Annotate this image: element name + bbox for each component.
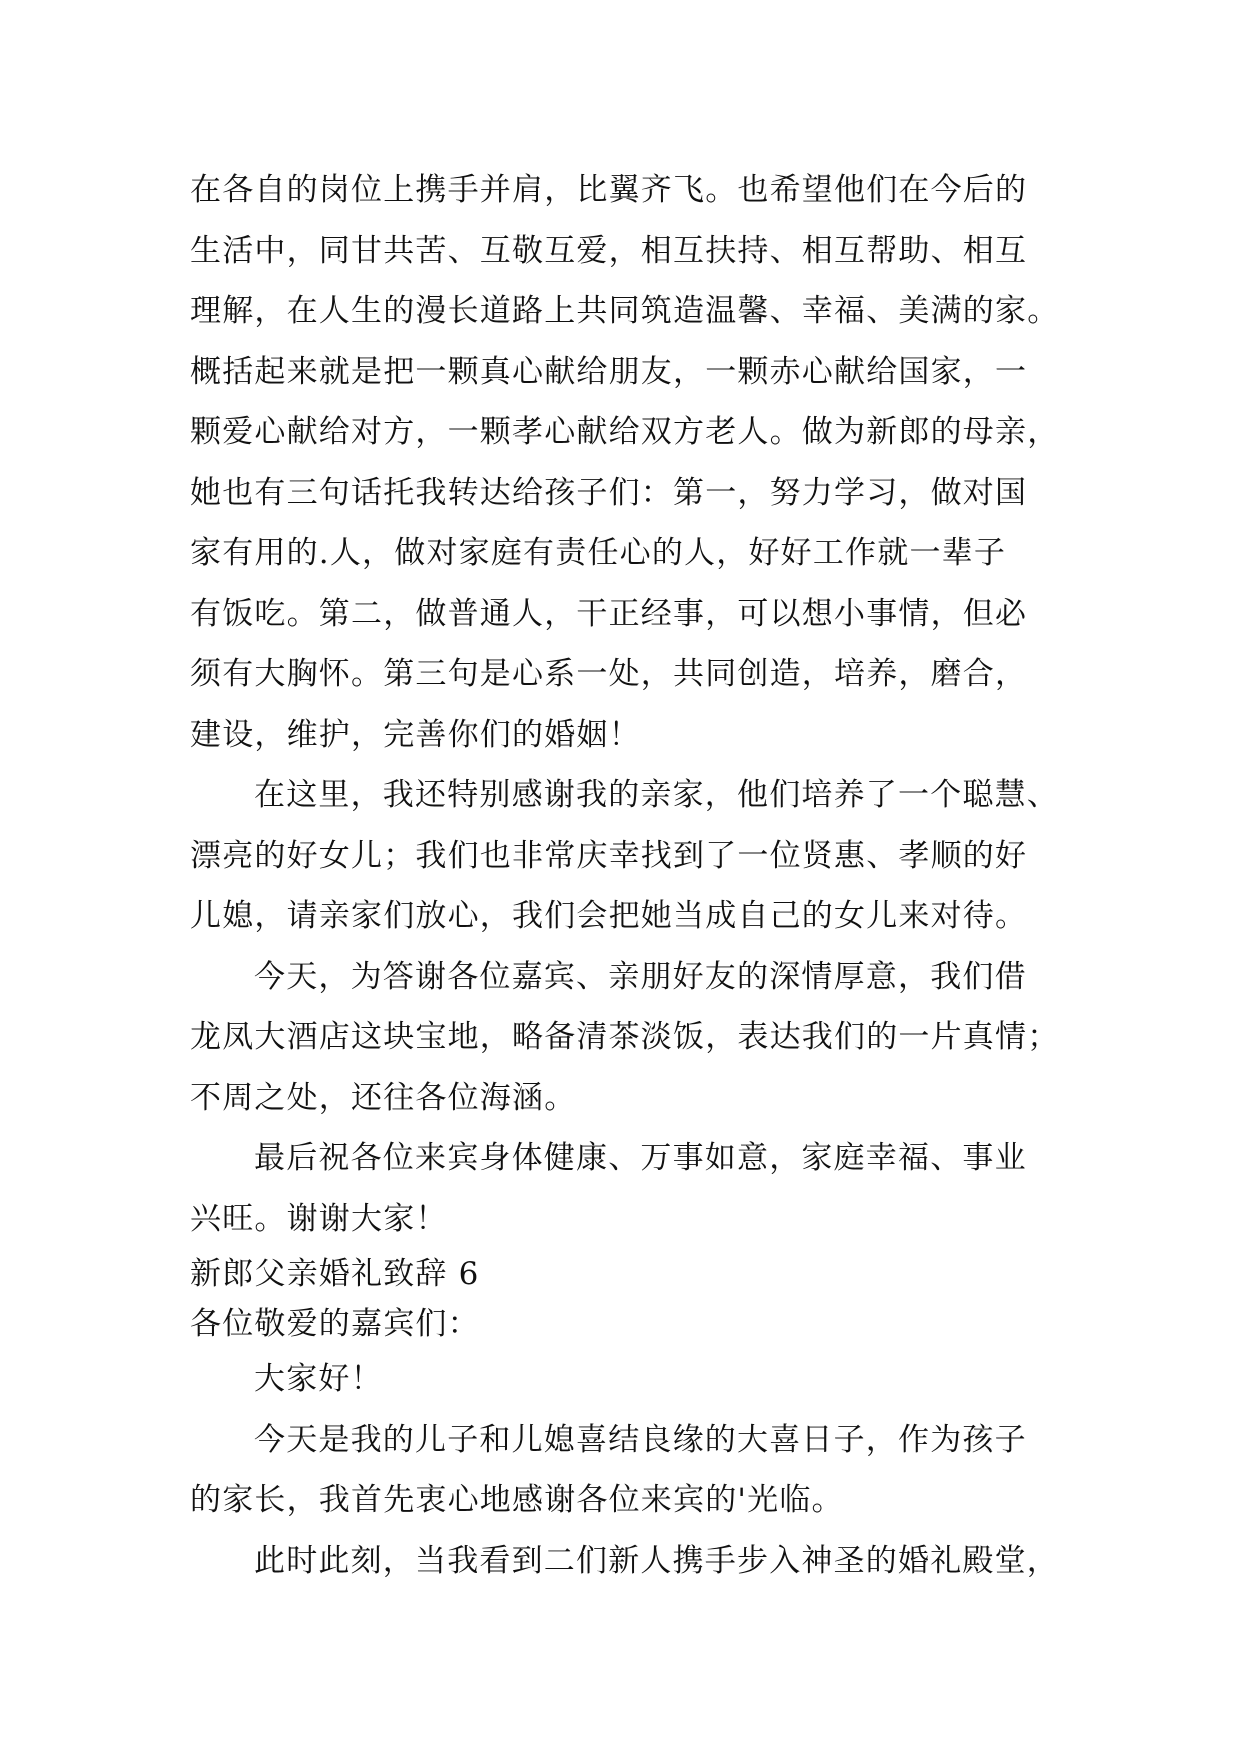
text-line: 在各自的岗位上携手并肩，比翼齐飞。也希望他们在今后的	[190, 172, 1028, 208]
paragraph-start-line: 今天是我的儿子和儿媳喜结良缘的大喜日子，作为孩子	[254, 1421, 1027, 1458]
text-line: 须有大胸怀。第三句是心系一处，共同创造，培养，磨合，	[190, 656, 1028, 692]
text-line: 她也有三句话托我转达给孩子们：第一，努力学习，做对国	[190, 474, 1028, 511]
text-line: 的家长，我首先衷心地感谢各位来宾的'光临。	[190, 1482, 844, 1518]
text-line: 龙凤大酒店这块宝地，略备清茶淡饭，表达我们的一片真情；	[190, 1019, 1060, 1055]
document-body	[190, 160, 1070, 1591]
text-line: 家有用的.人，做对家庭有责任心的人，好好工作就一辈子	[190, 535, 1007, 571]
text-line: 建设，维护，完善你们的婚姻！	[190, 716, 641, 753]
greeting-line: 大家好！	[254, 1361, 383, 1397]
text-line: 不周之处，还往各位海涵。	[190, 1079, 577, 1116]
paragraph-start-line: 今天，为答谢各位嘉宾、亲朋好友的深情厚意，我们借	[254, 958, 1027, 995]
paragraph-start-line: 此时此刻，当我看到二们新人携手步入神圣的婚礼殿堂，	[254, 1542, 1059, 1579]
paragraph-start-line: 最后祝各位来宾身体健康、万事如意，家庭幸福、事业	[254, 1140, 1027, 1176]
text-line: 概括起来就是把一颗真心献给朋友，一颗赤心献给国家，一	[190, 353, 1028, 390]
text-line: 兴旺。谢谢大家！	[190, 1200, 448, 1237]
text-line: 颗爱心献给对方，一颗孝心献给双方老人。做为新郎的母亲，	[190, 414, 1060, 450]
paragraph-start-line: 在这里，我还特别感谢我的亲家，他们培养了一个聪慧、	[254, 777, 1059, 813]
text-line: 有饭吃。第二，做普通人，干正经事，可以想小事情，但必	[190, 595, 1028, 632]
text-line: 儿媳，请亲家们放心，我们会把她当成自己的女儿来对待。	[190, 898, 1028, 934]
text-line: 生活中，同甘共苦、互敬互爱，相互扶持、相互帮助、相互	[190, 232, 1028, 269]
section-heading: 新郎父亲婚礼致辞 6	[190, 1256, 480, 1292]
text-line: 漂亮的好女儿；我们也非常庆幸找到了一位贤惠、孝顺的好	[190, 837, 1028, 874]
salutation-line: 各位敬爱的嘉宾们：	[190, 1306, 480, 1342]
text-line: 理解，在人生的漫长道路上共同筑造温馨、幸福、美满的家。	[190, 293, 1060, 329]
